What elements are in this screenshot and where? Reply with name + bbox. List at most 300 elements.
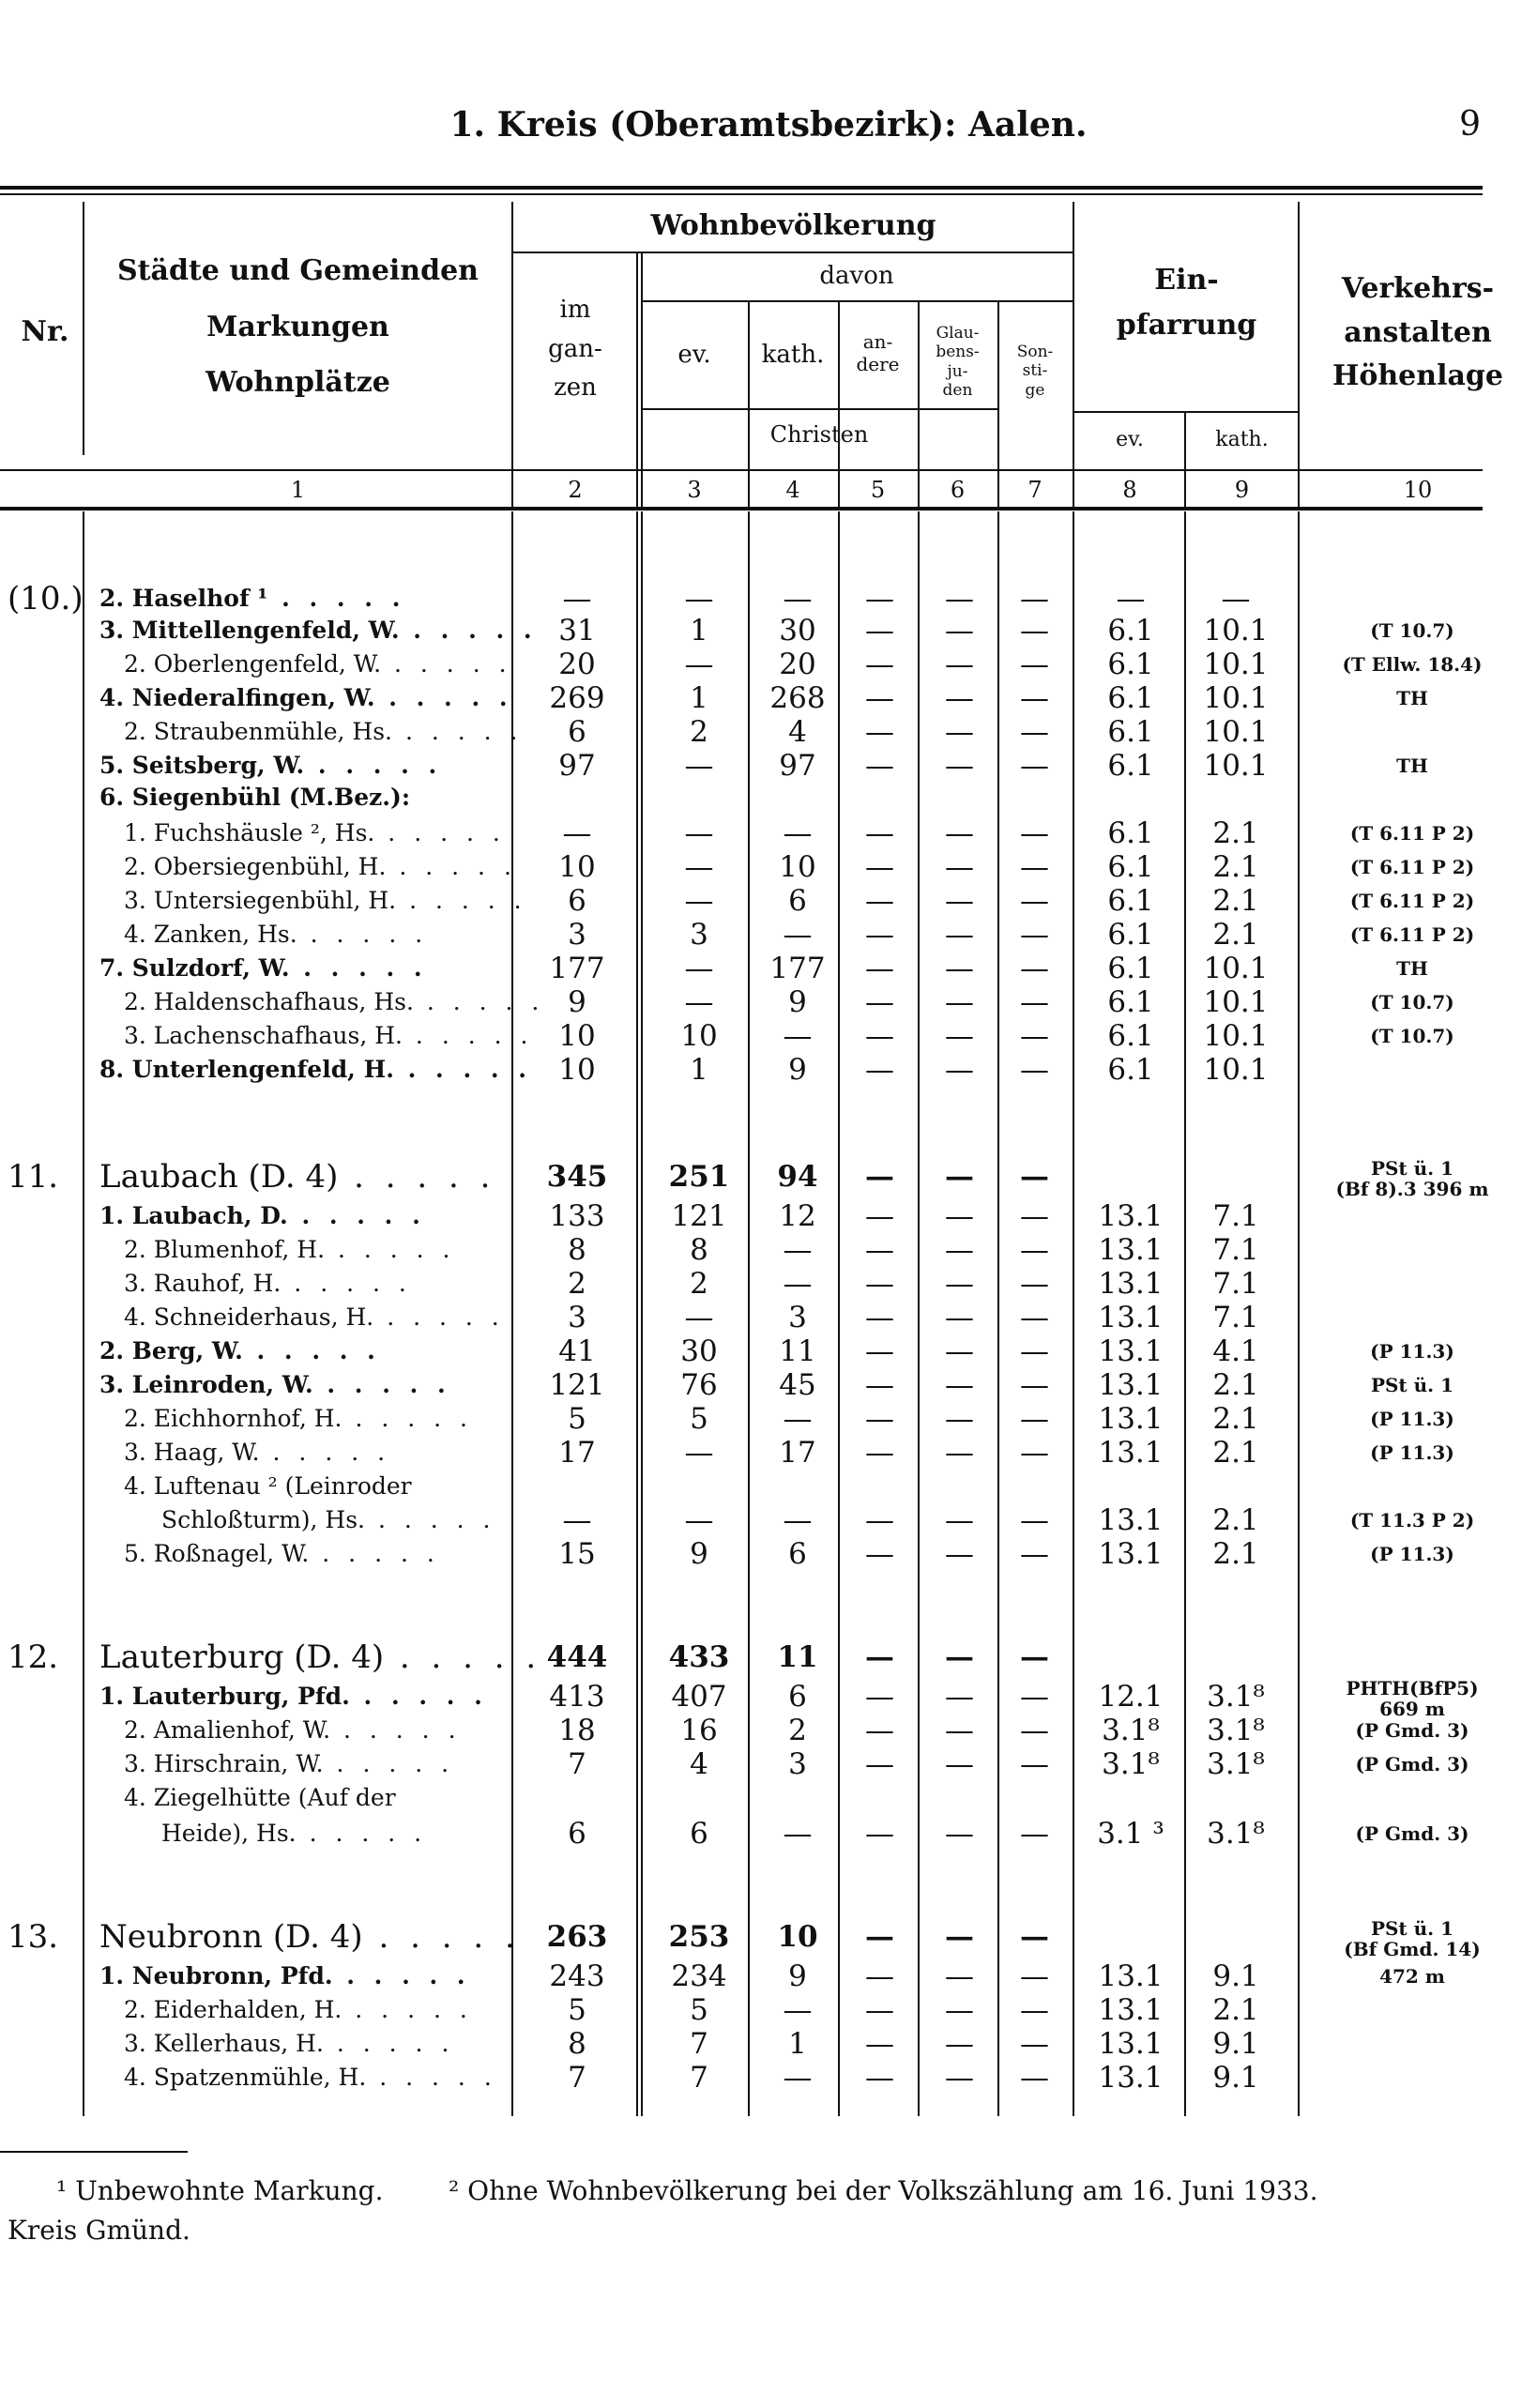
row-number — [8, 2061, 83, 2095]
cell-ev: 2 — [690, 715, 708, 749]
cell-pev: 13.1 — [1098, 1402, 1164, 1436]
leader-dots: . . . . . — [402, 1022, 534, 1049]
cell-verkehr: 472 m — [1379, 1965, 1445, 1988]
cell-pev: 3.1⁸ — [1102, 1747, 1160, 1781]
cell-son: — — [1020, 648, 1049, 681]
cell-and: — — [865, 2061, 894, 2095]
head-verkehr-1: Verkehrs- — [1341, 272, 1495, 305]
cell-glau: — — [945, 1301, 974, 1334]
cell-pkath: 2.1 — [1212, 884, 1259, 918]
head-population: Wohnbevölkerung — [650, 209, 936, 242]
cell-son: — — [1020, 715, 1049, 749]
cell-kath: 6 — [788, 884, 807, 918]
cell-son: — — [1020, 952, 1049, 985]
cell-ev: 121 — [671, 1199, 727, 1233]
leader-dots: . . . . . — [304, 752, 443, 779]
cell-and: — — [865, 952, 894, 985]
cell-verkehr — [1295, 2027, 1529, 2061]
cell-son: — — [1020, 1160, 1049, 1194]
cell-kath: 11 — [779, 1334, 816, 1368]
cell-verkehr-line2: 669 m — [1379, 1698, 1445, 1720]
table-row — [0, 1537, 1537, 1571]
cell-and: — — [865, 614, 894, 648]
place-name — [99, 749, 512, 783]
cell-son: — — [1020, 1747, 1049, 1781]
cell-ev: 251 — [668, 1160, 730, 1194]
cell-pkath: 10.1 — [1203, 614, 1269, 648]
place-name — [124, 985, 545, 1019]
cell-pkath: 4.1 — [1212, 1334, 1259, 1368]
cell-verkehr — [1295, 1053, 1529, 1087]
cell-pev: 13.1 — [1098, 1959, 1164, 1993]
row-number — [8, 1993, 83, 2027]
cell-pkath: 10.1 — [1203, 1019, 1269, 1053]
cell-pkath: 10.1 — [1203, 952, 1269, 985]
leader-dots: . . . . . — [365, 1506, 496, 1533]
cell-verkehr: TH — [1396, 687, 1428, 709]
place-name-text: 4. Niederalfingen, W. — [99, 684, 375, 711]
leader-dots: . . . . . — [366, 2064, 497, 2091]
place-name-text: 3. Hirschrain, W. — [124, 1750, 324, 1777]
cell-tot: 17 — [558, 1436, 596, 1470]
place-name — [124, 884, 537, 918]
cell-pkath: 2.1 — [1212, 1402, 1259, 1436]
cell-verkehr: (T 6.11 P 2) — [1349, 890, 1475, 912]
head-christen: Christen — [769, 421, 869, 448]
cell-son: — — [1020, 1817, 1049, 1851]
cell-glau: — — [945, 749, 974, 783]
cell-son: — — [1020, 681, 1049, 715]
place-name — [99, 614, 538, 648]
cell-son: — — [1020, 884, 1049, 918]
head-verkehr — [1301, 267, 1535, 399]
cell-and: — — [865, 1019, 894, 1053]
cell-son: — — [1020, 1503, 1049, 1537]
cell-tot: 41 — [558, 1334, 596, 1368]
colnum-8: 8 — [1122, 477, 1137, 503]
cell-ev: 253 — [668, 1920, 730, 1954]
row-number — [8, 1747, 83, 1781]
table-row — [0, 681, 1537, 715]
cell-pev: 6.1 — [1107, 884, 1154, 918]
row-number — [8, 1436, 83, 1470]
cell-glau: — — [945, 582, 974, 616]
cell-tot: 7 — [568, 2061, 586, 2095]
leader-dots: . . . . . — [384, 1638, 542, 1676]
cell-kath: 1 — [788, 2027, 807, 2061]
cell-and: — — [865, 1053, 894, 1087]
cell-and: — — [865, 985, 894, 1019]
table-row — [0, 1640, 1537, 1674]
cell-pev — [1079, 781, 1182, 815]
cell-glau: — — [945, 681, 974, 715]
row-number — [8, 1714, 83, 1747]
cell-pev: 3.1⁸ — [1102, 1714, 1160, 1747]
cell-son: — — [1020, 850, 1049, 884]
leader-dots: . . . . . — [309, 1540, 440, 1567]
row-number — [8, 952, 83, 985]
place-name-text: 1. Fuchshäusle ², Hs. — [124, 819, 375, 846]
cell-glau: — — [945, 952, 974, 985]
cell-kath: 20 — [779, 648, 816, 681]
leader-dots: . . . . . — [342, 1405, 473, 1432]
cell-ev: — — [684, 582, 714, 616]
table-row — [0, 1233, 1537, 1267]
cell-pkath: 9.1 — [1212, 1959, 1259, 1993]
place-name — [99, 1334, 512, 1368]
cell-verkehr — [1295, 1157, 1529, 1200]
head-andere — [838, 330, 918, 375]
place-name — [161, 1503, 574, 1537]
table-row — [0, 1334, 1537, 1368]
table-row — [0, 1993, 1537, 2027]
head-places-line1: Städte und Gemeinden — [117, 254, 479, 287]
cell-and: — — [865, 1993, 894, 2027]
row-number — [8, 1537, 83, 1571]
place-name-text: 3. Untersiegenbühl, H. — [124, 887, 397, 914]
cell-verkehr: (T 6.11 P 2) — [1349, 822, 1475, 845]
row-number — [8, 1959, 83, 1993]
table-row — [0, 1436, 1537, 1470]
cell-pkath: 10.1 — [1203, 749, 1269, 783]
cell-ev: 433 — [668, 1640, 730, 1674]
place-name-text: 2. Eichhornhof, H. — [124, 1405, 342, 1432]
cell-tot: 9 — [568, 985, 586, 1019]
cell-kath: — — [783, 1993, 813, 2027]
cell-pkath — [1184, 1781, 1287, 1815]
cell-ev: — — [684, 816, 714, 850]
cell-son: — — [1020, 985, 1049, 1019]
cell-verkehr — [1295, 1993, 1529, 2027]
cell-ev — [647, 781, 751, 815]
cell-kath: 2 — [788, 1714, 807, 1747]
cell-son: — — [1020, 1301, 1049, 1334]
head-glau-4: den — [942, 381, 973, 401]
cell-kath: 6 — [788, 1680, 807, 1714]
cell-ev: — — [684, 749, 714, 783]
cell-pkath: 10.1 — [1203, 648, 1269, 681]
cell-pev: 6.1 — [1107, 850, 1154, 884]
row-number — [8, 2027, 83, 2061]
cell-and — [840, 1470, 920, 1503]
cell-kath: 94 — [777, 1160, 818, 1194]
head-places-line3: Wohnplätze — [205, 366, 390, 399]
head-places-line2: Markungen — [206, 310, 389, 343]
colnum-1: 1 — [290, 477, 306, 503]
head-places — [84, 253, 511, 401]
cell-kath: 3 — [788, 1301, 807, 1334]
place-name — [99, 952, 512, 985]
row-number — [8, 1368, 83, 1402]
leader-dots: . . . . . — [332, 1962, 471, 1989]
cell-kath: — — [783, 918, 813, 952]
cell-son: — — [1020, 1233, 1049, 1267]
cell-tot: 20 — [558, 648, 596, 681]
row-number — [8, 1233, 83, 1267]
table-row — [0, 2061, 1537, 2095]
cell-ev: — — [684, 884, 714, 918]
cell-pev: 13.1 — [1098, 1503, 1164, 1537]
cell-and: — — [865, 816, 894, 850]
cell-kath: 97 — [779, 749, 816, 783]
table-row — [0, 614, 1537, 648]
place-name-text: 3. Haag, W. — [124, 1439, 260, 1466]
place-name-text: 2. Berg, W. — [99, 1337, 243, 1364]
row-number — [8, 850, 83, 884]
cell-ev: — — [684, 648, 714, 681]
cell-tot: — — [562, 582, 592, 616]
place-name-text: 7. Sulzdorf, W. — [99, 954, 290, 982]
colnum-7: 7 — [1027, 477, 1042, 503]
place-name-text: 4. Spatzenmühle, H. — [124, 2064, 367, 2091]
cell-tot: 413 — [549, 1680, 605, 1714]
place-name-text: 4. Luftenau ² (Leinroder — [124, 1472, 412, 1500]
cell-tot — [525, 781, 629, 815]
head-pfarrung — [1075, 258, 1298, 348]
place-name-text: 3. Rauhof, H. — [124, 1270, 282, 1297]
cell-pev: 13.1 — [1098, 2027, 1164, 2061]
cell-tot: 177 — [549, 952, 605, 985]
cell-tot: 243 — [549, 1959, 605, 1993]
cell-verkehr-line2: (Bf Gmd. 14) — [1344, 1938, 1481, 1960]
head-verkehr-3: Höhenlage — [1332, 359, 1503, 392]
vline-head-glau — [997, 300, 999, 507]
head-glau-3: ju- — [947, 361, 968, 381]
cell-tot: 6 — [568, 1817, 586, 1851]
cell-kath: — — [783, 1267, 813, 1301]
cell-pkath: 2.1 — [1212, 1368, 1259, 1402]
cell-pev: 6.1 — [1107, 985, 1154, 1019]
cell-pev: 6.1 — [1107, 614, 1154, 648]
place-name — [124, 1993, 537, 2027]
place-name-text: 1. Laubach, D. — [99, 1202, 288, 1229]
head-kath: kath. — [761, 341, 825, 369]
cell-glau: — — [945, 1680, 974, 1714]
place-name-text: 5. Seitsberg, W. — [99, 752, 305, 779]
cell-pkath: 9.1 — [1212, 2027, 1259, 2061]
cell-pev — [1079, 1920, 1182, 1954]
cell-verkehr-line1: PSt ü. 1 — [1370, 1917, 1454, 1940]
cell-and: — — [865, 1680, 894, 1714]
table-row — [0, 985, 1537, 1019]
cell-verkehr-line2: (Bf 8).3 396 m — [1335, 1178, 1489, 1200]
cell-pev: 13.1 — [1098, 1436, 1164, 1470]
cell-pkath: — — [1221, 582, 1251, 616]
cell-son: — — [1020, 1334, 1049, 1368]
vline-head-ev — [748, 300, 750, 507]
place-name-text: 5. Roßnagel, W. — [124, 1540, 310, 1567]
cell-kath: — — [783, 1503, 813, 1537]
row-number — [8, 1053, 83, 1087]
cell-son: — — [1020, 1714, 1049, 1747]
row-number — [8, 1402, 83, 1436]
top-rule-thick — [0, 186, 1483, 190]
cell-ev: 8 — [690, 1233, 708, 1267]
row-number — [8, 816, 83, 850]
cell-glau — [920, 1781, 999, 1815]
cell-ev — [647, 1781, 751, 1815]
colnum-6: 6 — [950, 477, 966, 503]
cell-and: — — [865, 1503, 894, 1537]
cell-pkath: 2.1 — [1212, 1503, 1259, 1537]
row-number — [8, 614, 83, 648]
cell-verkehr — [1295, 1233, 1529, 1267]
cell-and: — — [865, 715, 894, 749]
page-header — [0, 105, 1537, 161]
cell-tot: — — [562, 1503, 592, 1537]
place-name — [124, 1267, 537, 1301]
cell-pkath: 7.1 — [1212, 1301, 1259, 1334]
row-number: 11. — [8, 1158, 59, 1196]
place-name — [124, 1019, 537, 1053]
table-row — [0, 850, 1537, 884]
head-verkehr-2: anstalten — [1344, 315, 1492, 349]
colnum-5: 5 — [870, 477, 886, 503]
leader-dots: . . . . . — [281, 1270, 412, 1297]
cell-pev: 6.1 — [1107, 749, 1154, 783]
row-number — [8, 1301, 83, 1334]
row-number — [8, 918, 83, 952]
cell-ev: 407 — [671, 1680, 727, 1714]
footnote-3: Kreis Gmünd. — [8, 2215, 190, 2246]
cell-kath: 268 — [769, 681, 826, 715]
colnum-3: 3 — [687, 477, 702, 503]
leader-dots: . . . . . — [373, 1303, 505, 1331]
cell-verkehr — [1295, 1781, 1529, 1815]
cell-ev: — — [684, 850, 714, 884]
row-number: 12. — [8, 1638, 59, 1676]
cell-pev — [1079, 1640, 1182, 1674]
place-name — [99, 1680, 512, 1714]
cell-tot: 8 — [568, 2027, 586, 2061]
table-row — [0, 749, 1537, 783]
place-name — [124, 1470, 537, 1503]
head-total — [514, 291, 636, 408]
cell-ev: 10 — [680, 1019, 718, 1053]
place-name — [99, 582, 512, 616]
leader-dots: . . . . . — [287, 1202, 426, 1229]
cell-ev: 3 — [690, 918, 708, 952]
leader-dots: . . . . . — [362, 1918, 521, 1956]
row-number — [8, 1267, 83, 1301]
place-name — [161, 1817, 574, 1851]
cell-pev: 6.1 — [1107, 816, 1154, 850]
cell-verkehr — [1295, 582, 1529, 616]
cell-tot: 121 — [549, 1368, 605, 1402]
leader-dots: . . . . . — [374, 684, 513, 711]
row-number — [8, 781, 83, 815]
place-name — [99, 781, 512, 815]
cell-pev: — — [1116, 582, 1146, 616]
cell-pkath: 10.1 — [1203, 681, 1269, 715]
cell-son: — — [1020, 749, 1049, 783]
table-row — [0, 1157, 1537, 1200]
place-name — [124, 1436, 537, 1470]
table-row — [0, 1053, 1537, 1087]
cell-glau: — — [945, 648, 974, 681]
cell-pev: 12.1 — [1098, 1680, 1164, 1714]
cell-tot: 5 — [568, 1993, 586, 2027]
place-name-text: 2. Straubenmühle, Hs. — [124, 718, 392, 745]
cell-glau: — — [945, 884, 974, 918]
cell-son: — — [1020, 1053, 1049, 1087]
cell-and: — — [865, 1402, 894, 1436]
cell-son: — — [1020, 614, 1049, 648]
cell-pkath: 2.1 — [1212, 918, 1259, 952]
table-row — [0, 582, 1537, 616]
place-name-text: Schloßturm), Hs. — [161, 1506, 366, 1533]
cell-tot: 444 — [546, 1640, 608, 1674]
cell-tot: 269 — [549, 681, 605, 715]
row-number — [8, 985, 83, 1019]
leader-dots: . . . . . — [297, 921, 429, 948]
cell-tot — [525, 1470, 629, 1503]
row-number — [8, 681, 83, 715]
cell-kath: 177 — [769, 952, 826, 985]
place-name-text: 3. Kellerhaus, H. — [124, 2030, 324, 2057]
cell-tot: 8 — [568, 1233, 586, 1267]
cell-pkath: 2.1 — [1212, 850, 1259, 884]
table-row — [0, 1199, 1537, 1233]
head-p-kath: kath. — [1215, 428, 1269, 451]
cell-ev: 76 — [680, 1368, 718, 1402]
cell-and: — — [865, 1436, 894, 1470]
cell-verkehr — [1295, 1640, 1529, 1674]
leader-dots: . . . . . — [392, 718, 524, 745]
cell-and: — — [865, 1747, 894, 1781]
cell-and: — — [865, 2027, 894, 2061]
cell-son: — — [1020, 2027, 1049, 2061]
place-name — [124, 918, 537, 952]
cell-tot: 10 — [558, 1053, 596, 1087]
cell-pev: 6.1 — [1107, 715, 1154, 749]
cell-ev: — — [684, 1436, 714, 1470]
cell-glau: — — [945, 2061, 974, 2095]
row-number — [8, 1334, 83, 1368]
cell-tot: 3 — [568, 1301, 586, 1334]
cell-and: — — [865, 681, 894, 715]
cell-verkehr — [1295, 715, 1529, 749]
cell-and: — — [865, 1233, 894, 1267]
cell-tot: 6 — [568, 884, 586, 918]
cell-verkehr: TH — [1396, 754, 1428, 777]
cell-glau: — — [945, 614, 974, 648]
place-name-text: 2. Blumenhof, H. — [124, 1236, 326, 1263]
vline-head-son — [1073, 202, 1074, 507]
cell-pev: 6.1 — [1107, 918, 1154, 952]
cell-verkehr — [1295, 1301, 1529, 1334]
cell-glau: — — [945, 2027, 974, 2061]
top-rule-thin — [0, 193, 1483, 195]
rule-below-colnums — [0, 507, 1483, 511]
cell-pev: 13.1 — [1098, 2061, 1164, 2095]
rule-under-wohnbev — [511, 251, 1073, 253]
cell-pev — [1079, 1781, 1182, 1815]
cell-son: — — [1020, 1436, 1049, 1470]
leader-dots: . . . . . — [330, 1716, 462, 1744]
head-total-1: im — [559, 296, 591, 324]
leader-dots: . . . . . — [381, 650, 512, 678]
head-andere-2: dere — [856, 353, 900, 375]
cell-pkath: 3.1⁸ — [1207, 1817, 1265, 1851]
place-name-text: 6. Siegenbühl (M.Bez.): — [99, 784, 411, 811]
cell-and — [840, 1781, 920, 1815]
cell-glau: — — [945, 850, 974, 884]
table-row — [0, 816, 1537, 850]
cell-verkehr: (T 6.11 P 2) — [1349, 923, 1475, 946]
head-ev: ev. — [677, 341, 711, 369]
table-row — [0, 918, 1537, 952]
